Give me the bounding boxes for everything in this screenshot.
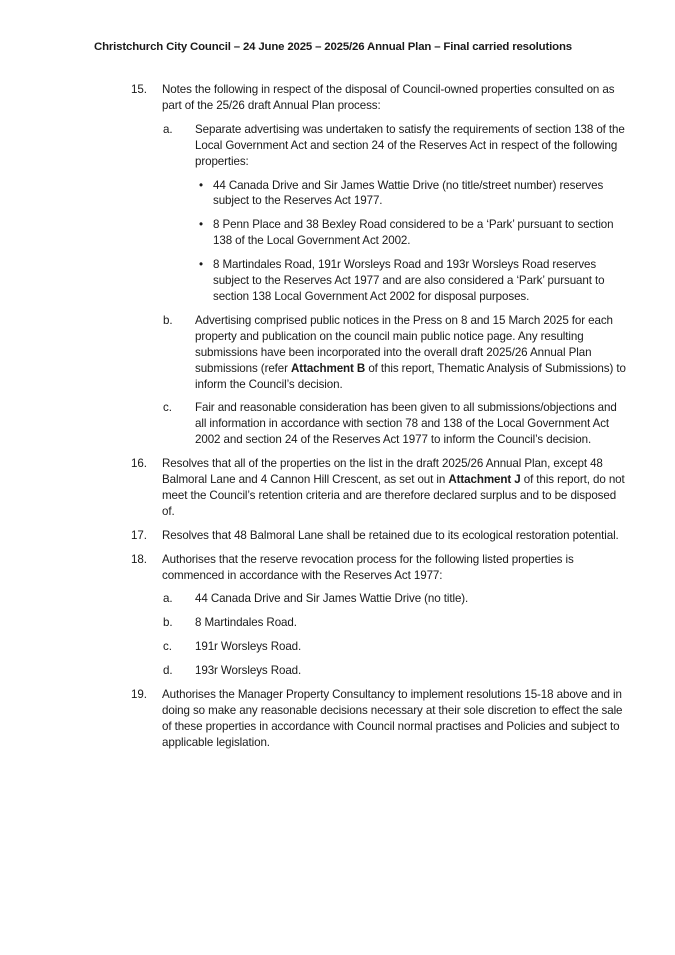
bullet-icon: • — [199, 258, 203, 272]
sub-item-b — [163, 615, 631, 631]
sub-letter: b. — [163, 616, 173, 630]
bullet-item — [197, 257, 631, 305]
page-header: Christchurch City Council – 24 June 2025 – 2025/26 Annual Plan – Final carried resolutions — [94, 41, 572, 53]
text-segment: Advertising comprised public notices in the Press on 8 and 15 March 2025 for each property and publication on the council main public notice page. Any resulting submissions have been incorporated into the overall draft 2025/26 Annual Plan submissions (refer — [195, 313, 613, 375]
resolution-number: 18. — [131, 552, 147, 566]
sub-text: 44 Canada Drive and Sir James Wattie Drive (no title). — [195, 592, 469, 606]
text-segment: of this report, Thematic Analysis of Submissions) to inform the Council’s decision. — [195, 361, 626, 391]
sub-letter: a. — [163, 592, 173, 606]
sub-letter: d. — [163, 664, 173, 678]
sub-letter: b. — [163, 313, 173, 327]
sub-item-a — [163, 122, 631, 305]
resolution-text — [162, 456, 631, 520]
sub-text: 193r Worsleys Road. — [195, 664, 302, 678]
bullet-item — [197, 178, 631, 210]
resolution-text: Resolves that 48 Balmoral Lane shall be retained due to its ecological restoration potential. — [162, 528, 619, 542]
bullet-text: 44 Canada Drive and Sir James Wattie Drive (no title/street number) reserves subject to the Reserves Act 1977. — [213, 178, 604, 208]
bullet-item — [197, 217, 631, 249]
text-segment: of this report, do not meet the Council’s retention criteria and are therefore declared surplus and to be disposed of. — [162, 473, 625, 518]
resolution-15 — [131, 82, 631, 448]
resolutions-list — [131, 82, 631, 759]
attachment-j-reference: Attachment J — [448, 473, 521, 487]
resolution-text: Authorises the Manager Property Consultancy to implement resolutions 15-18 above and in doing so make any reasonable decisions necessary at their sole discretion to effect the sale of these properties in accordance with Council normal practises and Policies and subject to applicable legislation. — [162, 688, 623, 749]
bullet-icon: • — [199, 218, 203, 232]
resolution-number: 17. — [131, 528, 147, 542]
sub-item-c — [163, 639, 631, 655]
sub-text — [195, 313, 631, 393]
bullet-icon: • — [199, 178, 203, 192]
sub-letter: c. — [163, 401, 172, 415]
bullet-text: 8 Martindales Road, 191r Worsleys Road and 193r Worsleys Road reserves subject to the Reserves Act 1977 and are also considered a ‘Park’ pursuant to section 138 Local Government Act 2002 for disposal purposes. — [213, 258, 605, 303]
text-segment: Resolves that all of the properties on the list in the draft 2025/26 Annual Plan, except 48 Balmoral Lane and 4 Cannon Hill Crescent, as set out in — [162, 457, 603, 487]
resolution-number: 16. — [131, 457, 147, 471]
sub-text: Fair and reasonable consideration has been given to all submissions/objections and all information in accordance with section 78 and 138 of the Local Government Act 2002 and section 24 of the Reserves Act 1977 to inform the Council’s decision. — [195, 401, 617, 447]
sub-item-c — [163, 400, 631, 448]
sub-item-d — [163, 663, 631, 679]
sub-letter: c. — [163, 640, 172, 654]
attachment-b-reference: Attachment B — [291, 361, 366, 375]
sub-item-b — [163, 313, 631, 393]
resolution-16 — [131, 456, 631, 520]
sub-text: 191r Worsleys Road. — [195, 640, 302, 654]
resolution-18 — [131, 552, 631, 679]
resolution-number: 19. — [131, 688, 147, 702]
sub-text: 8 Martindales Road. — [195, 616, 297, 630]
sub-letter: a. — [163, 122, 173, 136]
bullet-text: 8 Penn Place and 38 Bexley Road considered to be a ‘Park’ pursuant to section 138 of the Local Government Act 2002. — [213, 218, 614, 248]
resolution-text: Authorises that the reserve revocation process for the following listed properties is commenced in accordance with the Reserves Act 1977: — [162, 552, 574, 582]
resolution-17 — [131, 528, 631, 544]
resolution-19 — [131, 687, 631, 751]
resolution-text: Notes the following in respect of the disposal of Council-owned properties consulted on as part of the 25/26 draft Annual Plan process: — [162, 83, 615, 112]
resolution-number: 15. — [131, 83, 147, 96]
sub-item-a — [163, 591, 631, 607]
sub-text: Separate advertising was undertaken to satisfy the requirements of section 138 of the Local Government Act and section 24 of the Reserves Act in respect of the following properties: — [195, 122, 625, 168]
